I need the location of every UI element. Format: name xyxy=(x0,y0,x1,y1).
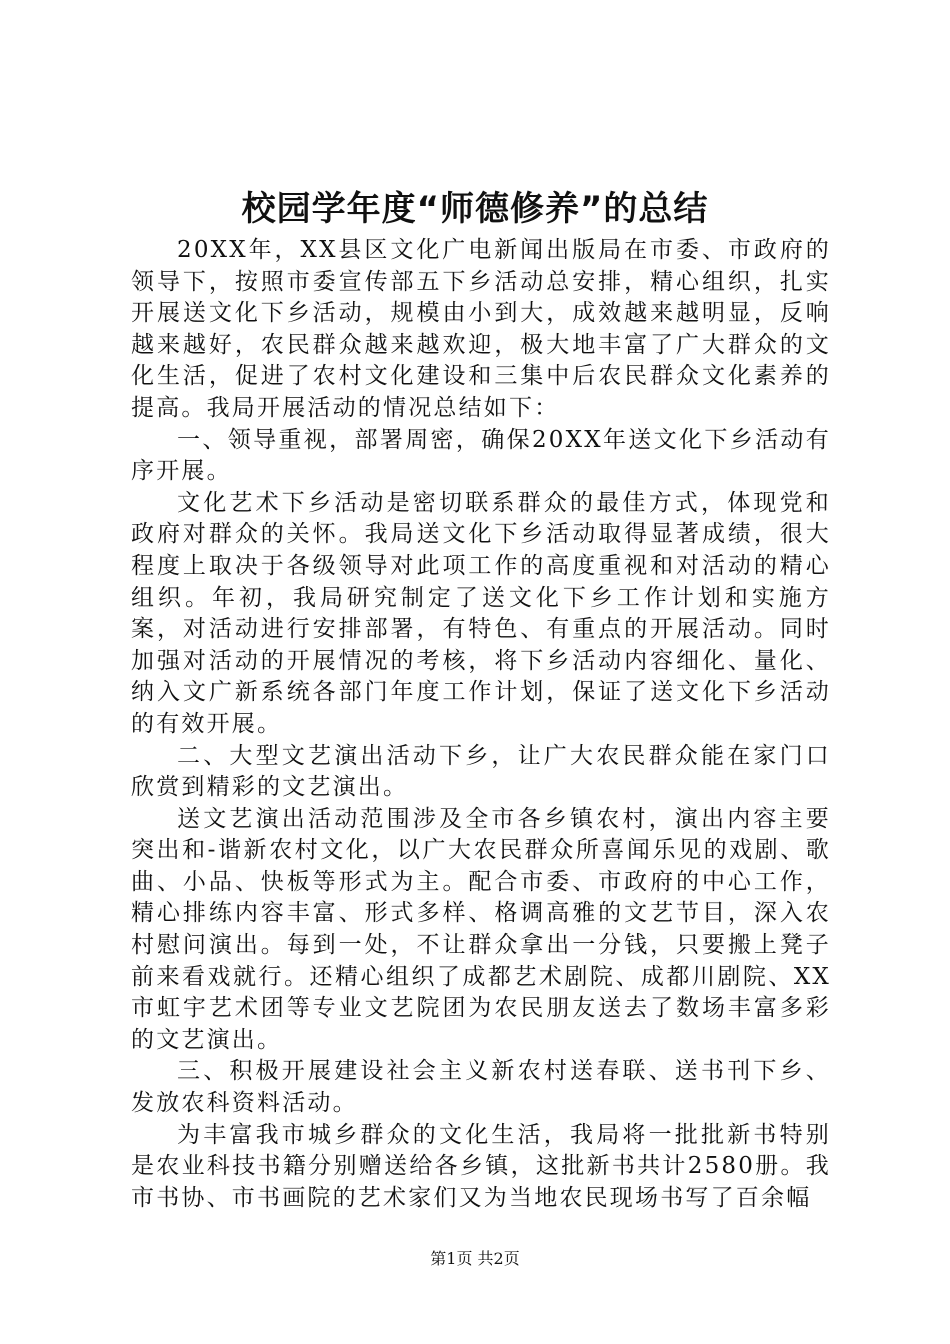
paragraph: 20XX年，XX县区文化广电新闻出版局在市委、市政府的领导下，按照市委宣传部五下乡活动总安排，精心组织，扎实开展送文化下乡活动，规模由小到大，成效越来越明显，反响越来越好，农民群众越来越欢迎，极大地丰富了广大群众的文化生活，促进了农村文化建设和三集中后农民群众文化素养的提高。我局开展活动的情况总结如下： xyxy=(131,237,831,421)
paragraph: 文化艺术下乡活动是密切联系群众的最佳方式，体现党和政府对群众的关怀。我局送文化下乡活动取得显著成绩，很大程度上取决于各级领导对此项工作的高度重视和对活动的精心组织。年初，我局研究制定了送文化下乡工作计划和实施方案，对活动进行安排部署，有特色、有重点的开展活动。同时加强对活动的开展情况的考核，将下乡活动内容细化、量化、纳入文广新系统各部门年度工作计划，保证了送文化下乡活动的有效开展。 xyxy=(131,489,831,737)
section-heading: 二、大型文艺演出活动下乡，让广大农民群众能在家门口欣赏到精彩的文艺演出。 xyxy=(131,742,831,801)
section-heading: 一、领导重视，部署周密，确保20XX年送文化下乡活动有序开展。 xyxy=(131,426,831,485)
page-number-footer: 第1页 共2页 xyxy=(430,1249,520,1268)
section-heading: 三、积极开展建设社会主义新农村送春联、送书刊下乡、发放农科资料活动。 xyxy=(131,1058,831,1117)
document-title: 校园学年度“师德修养”的总结 xyxy=(241,189,709,229)
paragraph: 为丰富我市城乡群众的文化生活，我局将一批批新书特别是农业科技书籍分别赠送给各乡镇，这批新书共计2580册。我市书协、市书画院的艺术家们又为当地农民现场书写了百余幅 xyxy=(131,1121,831,1211)
paragraph: 送文艺演出活动范围涉及全市各乡镇农村，演出内容主要突出和-谐新农村文化，以广大农民群众所喜闻乐见的戏剧、歌曲、小品、快板等形式为主。配合市委、市政府的中心工作，精心排练内容丰富、形式多样、格调高雅的文艺节目，深入农村慰问演出。每到一处，不让群众拿出一分钱，只要搬上凳子前来看戏就行。还精心组织了成都艺术剧院、成都川剧院、XX市虹宇艺术团等专业文艺院团为农民朋友送去了数场丰富多彩的文艺演出。 xyxy=(131,805,831,1053)
document-body xyxy=(131,235,831,1214)
